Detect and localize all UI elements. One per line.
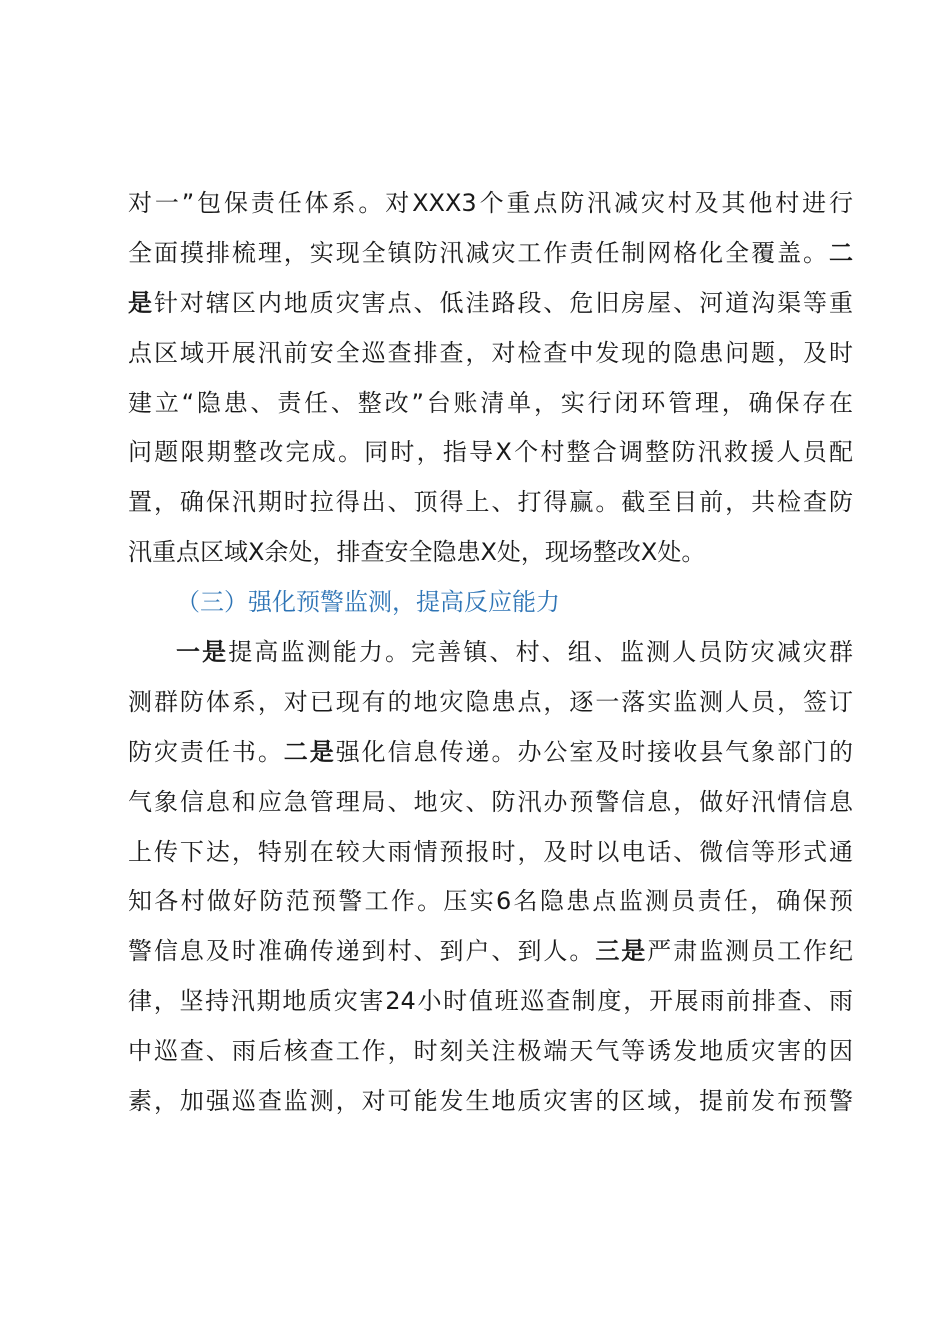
document-body xyxy=(128,179,853,1127)
text-run: 气象信息和应急管理局、地灾、防汛办预警信息，做好汛情信息 xyxy=(128,787,853,816)
text-run: 中巡查、雨后核查工作，时刻关注极端天气等诱发地质灾害的因 xyxy=(128,1037,853,1066)
text-line xyxy=(128,179,853,229)
text-line xyxy=(128,877,853,927)
text-line xyxy=(128,329,853,379)
text-line xyxy=(128,977,853,1027)
text-line xyxy=(128,528,853,578)
text-run: 测群防体系，对已现有的地灾隐患点，逐一落实监测人员，签订 xyxy=(128,687,853,716)
text-run: 知各村做好防范预警工作。压实6名隐患点监测员责任，确保预 xyxy=(128,887,853,916)
text-run: 律，坚持汛期地质灾害24小时值班巡查制度，开展雨前排查、雨 xyxy=(128,987,853,1016)
text-line xyxy=(128,478,853,528)
text-line xyxy=(128,927,853,977)
text-line xyxy=(128,428,853,478)
text-run: 防灾责任书。 xyxy=(128,737,284,766)
bold-text: 二是 xyxy=(283,737,336,766)
text-line xyxy=(128,279,853,329)
text-run: 汛重点区域X余处，排查安全隐患X处，现场整改X处。 xyxy=(128,538,706,567)
section-heading xyxy=(128,578,853,628)
text-line xyxy=(128,229,853,279)
text-run: 点区域开展汛前安全巡查排查，对检查中发现的隐患问题，及时 xyxy=(128,338,853,367)
bold-text: 一是 xyxy=(176,638,229,667)
bold-text: 是 xyxy=(128,288,154,317)
text-run: 严肃监测员工作纪 xyxy=(647,937,853,966)
text-line xyxy=(128,678,853,728)
text-line xyxy=(128,628,853,678)
text-run: 素，加强巡查监测，对可能发生地质灾害的区域，提前发布预警 xyxy=(128,1087,853,1116)
bold-text: 二 xyxy=(829,238,853,267)
text-line xyxy=(128,828,853,878)
text-line xyxy=(128,1077,853,1127)
text-run: 警信息及时准确传递到村、到户、到人。 xyxy=(128,937,596,966)
text-run: 上传下达，特别在较大雨情预报时，及时以电话、微信等形式通 xyxy=(128,837,853,866)
text-run: 全面摸排梳理，实现全镇防汛减灾工作责任制网格化全覆盖。 xyxy=(128,238,829,267)
text-run: 针对辖区内地质灾害点、低洼路段、危旧房屋、河道沟渠等重 xyxy=(153,288,853,317)
text-run: 对一”包保责任体系。对XXX3个重点防汛减灾村及其他村进行 xyxy=(128,189,853,217)
text-run: 提高监测能力。完善镇、村、组、监测人员防灾减灾群 xyxy=(228,638,853,667)
text-run: 问题限期整改完成。同时，指导X个村整合调整防汛救援人员配 xyxy=(128,438,853,467)
text-run: 建立“隐患、责任、整改”台账清单，实行闭环管理，确保存在 xyxy=(128,388,853,417)
text-line xyxy=(128,778,853,828)
bold-text: 三是 xyxy=(595,937,648,966)
text-run: 置，确保汛期时拉得出、顶得上、打得赢。截至目前，共检查防 xyxy=(128,488,853,517)
text-line xyxy=(128,379,853,429)
text-line xyxy=(128,728,853,778)
text-run: （三）强化预警监测，提高反应能力 xyxy=(176,588,560,617)
text-run: 强化信息传递。办公室及时接收县气象部门的 xyxy=(335,737,853,766)
text-line xyxy=(128,1027,853,1077)
